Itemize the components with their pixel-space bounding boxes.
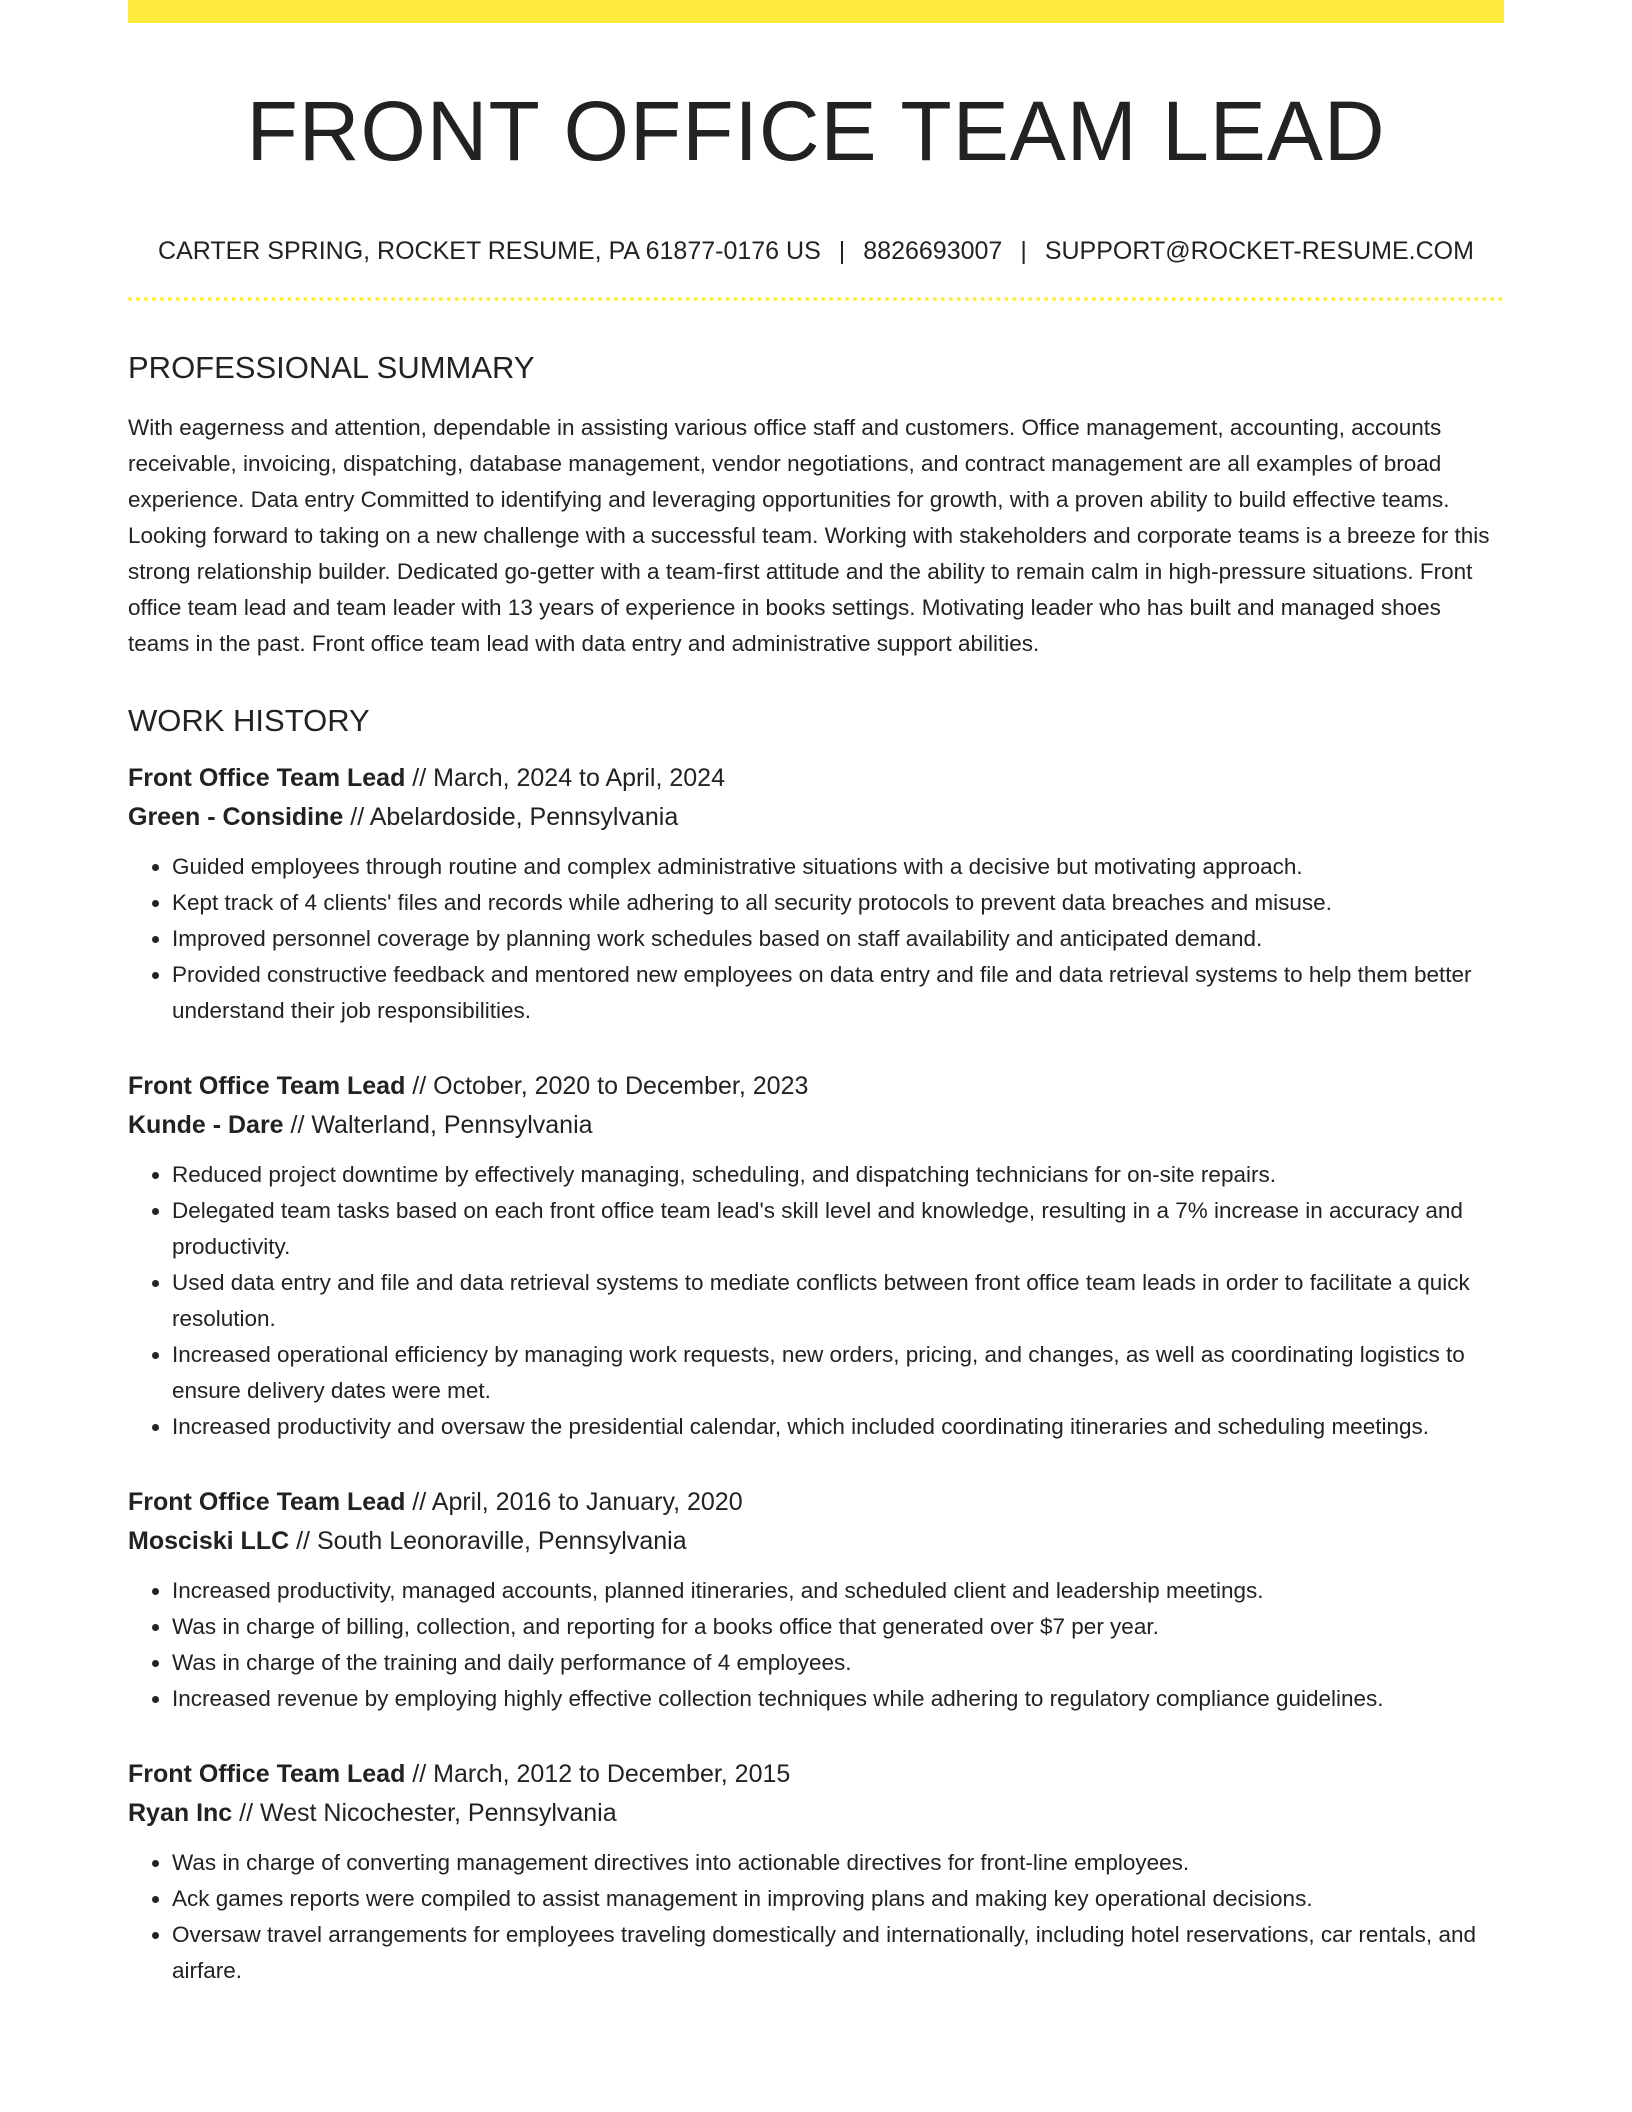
job-bullet: • Provided constructive feedback and mentored new employees on data entry and file and data retrieval systems to help them better understand their job responsibilities.	[172, 957, 1504, 1029]
job-bullets	[128, 1157, 1504, 1445]
job-bullet: • Increased productivity, managed accounts, planned itineraries, and scheduled client and leadership meetings.	[172, 1573, 1504, 1609]
job-entry	[128, 759, 1504, 1029]
job-location: // West Nicochester, Pennsylvania	[232, 1799, 617, 1828]
job-location: // Abelardoside, Pennsylvania	[343, 803, 679, 832]
job-bullet: • Ack games reports were compiled to assist management in improving plans and making key operational decisions.	[172, 1881, 1504, 1917]
job-title-line	[128, 1483, 1504, 1522]
dotted-divider	[128, 297, 1504, 301]
job-company: Mosciski LLC	[128, 1527, 290, 1556]
job-bullet: • Guided employees through routine and complex administrative situations with a decisive but motivating approach.	[172, 849, 1504, 885]
resume-page	[128, 0, 1504, 1989]
job-bullet: • Oversaw travel arrangements for employees traveling domestically and internationally, including hotel reservations, car rentals, and airfare.	[172, 1917, 1504, 1989]
contact-line	[128, 235, 1504, 268]
job-entry	[128, 1483, 1504, 1717]
job-title-line	[128, 1067, 1504, 1106]
job-bullets	[128, 1845, 1504, 1989]
job-role: Front Office Team Lead	[128, 1072, 406, 1101]
job-dates: // March, 2012 to December, 2015	[405, 1760, 791, 1789]
contact-separator: |	[838, 237, 846, 266]
contact-separator: |	[1020, 237, 1027, 266]
job-bullet: • Was in charge of the training and daily performance of 4 employees.	[172, 1645, 1504, 1681]
work-history-heading: WORK HISTORY	[128, 703, 370, 739]
job-bullet: • Improved personnel coverage by planning work schedules based on staff availability and anticipated demand.	[172, 921, 1504, 957]
job-title-line	[128, 1755, 1504, 1794]
summary-heading: PROFESSIONAL SUMMARY	[128, 349, 535, 385]
job-bullet: • Increased operational efficiency by managing work requests, new orders, pricing, and changes, as well as coordinating logistics to ensure delivery dates were met.	[172, 1337, 1504, 1409]
job-bullet: • Was in charge of converting management directives into actionable directives for front-line employees.	[172, 1845, 1504, 1881]
job-bullets	[128, 1573, 1504, 1717]
job-bullets	[128, 849, 1504, 1029]
job-entry	[128, 1067, 1504, 1445]
job-location: // Walterland, Pennsylvania	[283, 1111, 593, 1140]
job-role: Front Office Team Lead	[128, 764, 406, 793]
job-dates: // March, 2024 to April, 2024	[405, 764, 725, 793]
job-company-line	[128, 798, 1504, 837]
job-entry	[128, 1755, 1504, 1989]
job-company-line	[128, 1106, 1504, 1145]
job-role: Front Office Team Lead	[128, 1488, 406, 1517]
job-bullet: • Increased productivity and oversaw the presidential calendar, which included coordinating itineraries and scheduling meetings.	[172, 1409, 1504, 1445]
job-bullet: • Used data entry and file and data retrieval systems to mediate conflicts between front office team leads in order to facilitate a quick resolution.	[172, 1265, 1504, 1337]
contact-email: SUPPORT@ROCKET-RESUME.COM	[1044, 237, 1474, 266]
job-bullet: • Reduced project downtime by effectively managing, scheduling, and dispatching technicians for on-site repairs.	[172, 1157, 1504, 1193]
job-company: Ryan Inc	[128, 1799, 233, 1828]
job-company: Green - Considine	[128, 803, 344, 832]
job-company-line	[128, 1794, 1504, 1833]
accent-bar	[128, 0, 1504, 23]
job-location: // South Leonoraville, Pennsylvania	[289, 1527, 687, 1556]
contact-phone: 8826693007	[863, 237, 1003, 266]
contact-address: CARTER SPRING, ROCKET RESUME, PA 61877-0176 US	[158, 237, 821, 266]
job-bullet: • Was in charge of billing, collection, and reporting for a books office that generated over $7 per year.	[172, 1609, 1504, 1645]
job-dates: // April, 2016 to January, 2020	[405, 1488, 743, 1517]
job-title-line	[128, 759, 1504, 798]
resume-title: FRONT OFFICE TEAM LEAD	[246, 84, 1386, 178]
job-role: Front Office Team Lead	[128, 1760, 406, 1789]
job-company-line	[128, 1522, 1504, 1561]
job-bullet: • Delegated team tasks based on each front office team lead's skill level and knowledge, resulting in a 7% increase in accuracy and productivity.	[172, 1193, 1504, 1265]
summary-text: With eagerness and attention, dependable in assisting various office staff and customers. Office management, accounting, accounts receivable, invoicing, dispatching, database management, vendor negotiations, and contract management are all examples of broad experience. Data entry Committed to identifying and leveraging opportunities for growth, with a proven ability to build effective teams. Looking forward to taking on a new challenge with a successful team. Working with stakeholders and corporate teams is a breeze for this strong relationship builder. Dedicated go-getter with a team-first attitude and the ability to remain calm in high-pressure situations. Front office team lead and team leader with 13 years of experience in books settings. Motivating leader who has built and managed shoes teams in the past. Front office team lead with data entry and administrative support abilities.	[128, 415, 1490, 657]
job-company: Kunde - Dare	[128, 1111, 284, 1140]
job-dates: // October, 2020 to December, 2023	[405, 1072, 809, 1101]
job-bullet: • Increased revenue by employing highly effective collection techniques while adhering to regulatory compliance guidelines.	[172, 1681, 1504, 1717]
job-bullet: • Kept track of 4 clients' files and records while adhering to all security protocols to prevent data breaches and misuse.	[172, 885, 1504, 921]
